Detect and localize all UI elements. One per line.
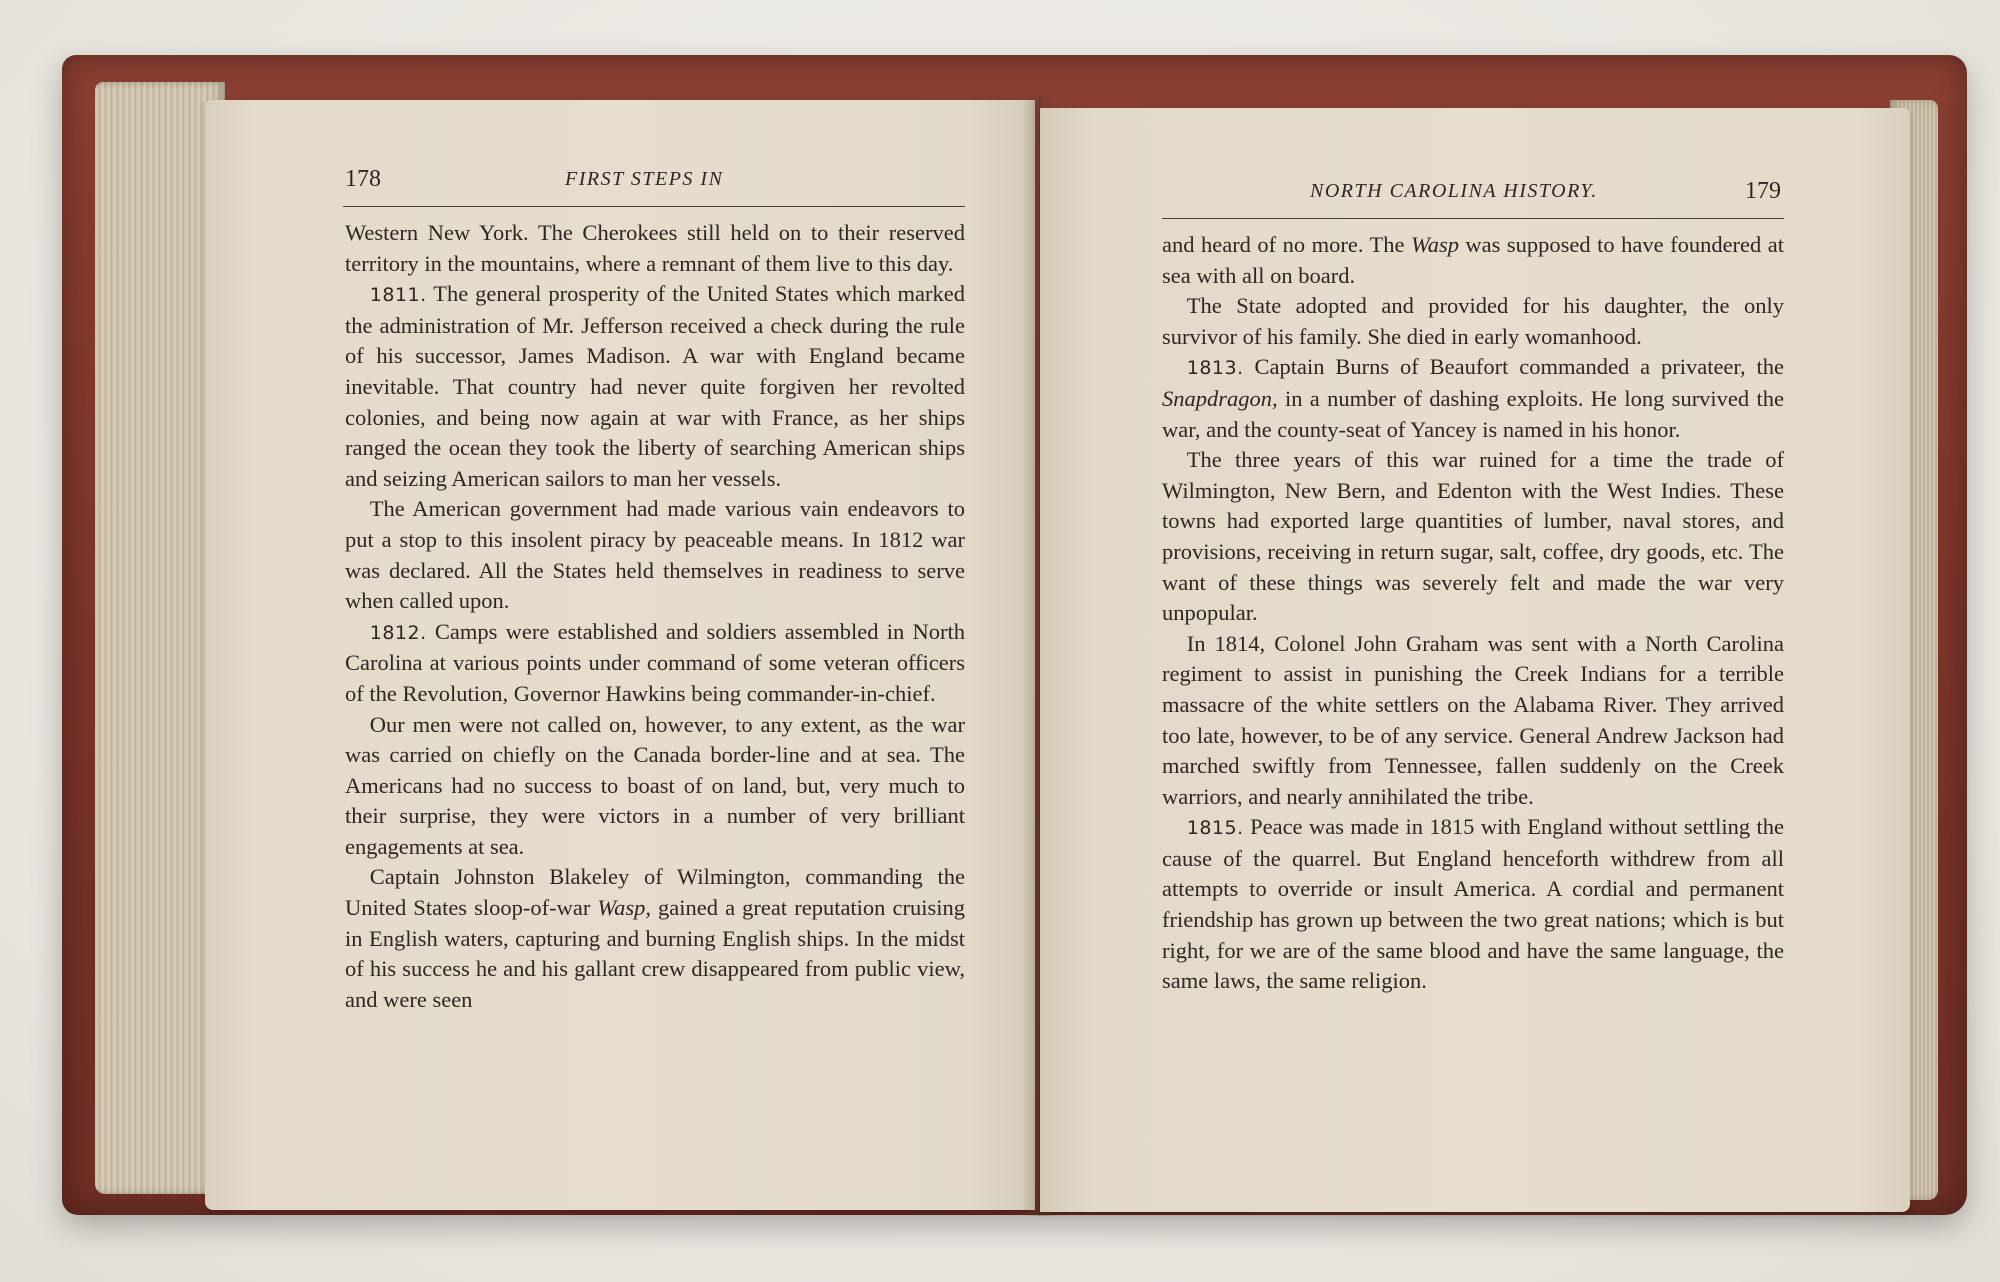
year-heading: 1811.	[369, 284, 427, 307]
right-page-number: 179	[1745, 178, 1781, 204]
ship-name: Wasp	[1411, 232, 1459, 257]
paragraph: and heard of no more. The Wasp was supposed to have foundered at sea with all on board.	[1162, 232, 1784, 288]
year-heading: 1813.	[1186, 357, 1244, 380]
paragraph: 1813. Captain Burns of Beaufort commanded a privateer, the Snapdragon, in a number of dashing exploits. He long survived the war, and the county-seat of Yancey is named in his honor.	[1162, 354, 1785, 442]
paragraph: The State adopted and provided for his daughter, the only survivor of his family. She died in early womanhood.	[1162, 293, 1784, 349]
paragraph: 1811. The general prosperity of the United States which marked the administration of Mr. Jefferson received a check during the rule of his successor, James Madison. A war with England became inevitable. That country had never quite forgiven her revolted colonies, and being now again at war with France, as her ships ranged the ocean they took the liberty of searching American ships and seizing American sailors to man her vessels.	[345, 281, 965, 491]
paragraph: Western New York. The Cherokees still held on to their reserved territory in the mountains, where a remnant of them live to this day.	[345, 220, 965, 276]
paragraph: Our men were not called on, however, to any extent, as the war was carried on chiefly on the Canada border-line and at sea. The Americans had no success to boast of on land, but, very much to their surprise, they were victors in a number of very brilliant engagements at sea.	[345, 711, 965, 859]
right-header-rule	[1162, 218, 1784, 219]
left-running-title: FIRST STEPS IN	[565, 168, 724, 190]
right-running-title: NORTH CAROLINA HISTORY.	[1310, 180, 1598, 202]
year-heading: 1815.	[1186, 817, 1244, 840]
paragraph: The American government had made various vain endeavors to put a stop to this insolent piracy by peaceable means. In 1812 war was declared. All the States held themselves in readiness to serve when called upon.	[345, 496, 965, 614]
paragraph: 1815. Peace was made in 1815 with England without settling the cause of the quarrel. But England henceforth withdrew from all attempts to override or insult America. A cordial and permanent friendship has grown up between the two great nations; which is but right, for we are of the same blood and have the same language, the same laws, the same religion.	[1162, 814, 1784, 994]
year-heading: 1812.	[369, 621, 427, 644]
paragraph: In 1814, Colonel John Graham was sent with a North Carolina regiment to assist in punishing the Creek Indians for a terrible massacre of the white settlers on the Alabama River. They arrived too late, however, to be of any service. General Andrew Jackson had marched swiftly from Tennessee, fallen suddenly on the Creek warriors, and nearly annihilated the tribe.	[1162, 630, 1784, 809]
ship-name: Snapdragon,	[1162, 385, 1278, 411]
left-text-block	[345, 218, 965, 1015]
paragraph: 1812. Camps were established and soldiers assembled in North Carolina at various points under command of some veteran officers of the Revolution, Governor Hawkins being commander-in-chief.	[345, 618, 966, 706]
right-page	[1040, 108, 1910, 1212]
paragraph: Captain Johnston Blakeley of Wilmington, commanding the United States sloop-of-war Wasp, gained a great reputation cruising in English waters, capturing and burning English ships. In the midst of his success he and his gallant crew disappeared from public view, and were seen	[345, 864, 965, 1012]
right-text-block	[1162, 230, 1784, 997]
left-page	[205, 100, 1035, 1210]
left-page-number: 178	[345, 166, 381, 192]
ship-name: Wasp,	[597, 895, 651, 921]
left-header-rule	[343, 206, 965, 207]
paragraph: The three years of this war ruined for a time the trade of Wilmington, New Bern, and Edenton with the West Indies. These towns had exported large quantities of lumber, naval stores, and provisions, receiving in return sugar, salt, coffee, dry goods, etc. The want of these things was severely felt and made the war very unpopular.	[1162, 447, 1784, 626]
